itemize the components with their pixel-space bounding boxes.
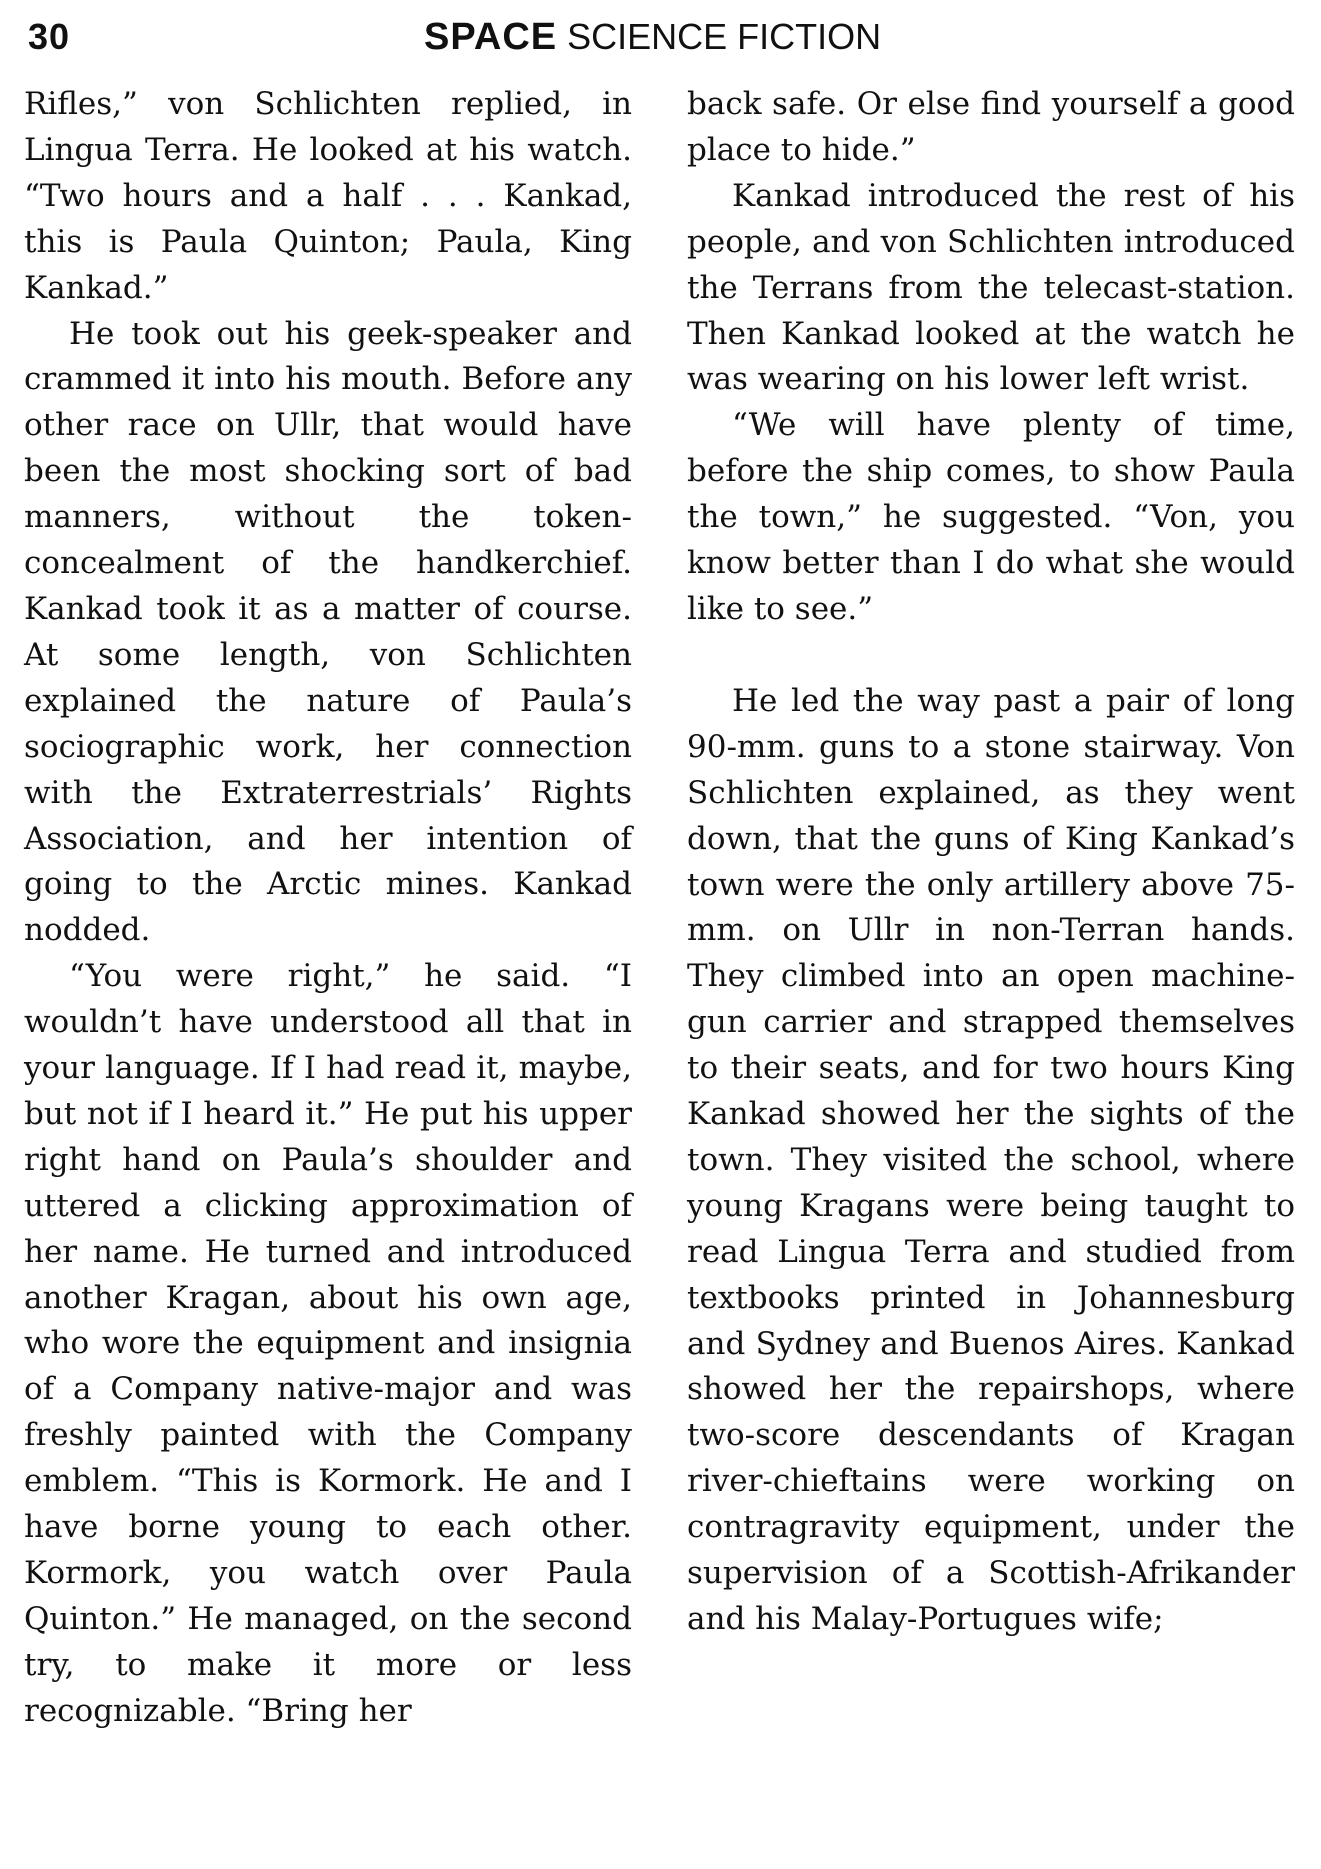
paragraph: Rifles,” von Schlichten replied, in Lingua Terra. He looked at his watch. “Two hours and a half . . . Kankad, this is Paula Quinton; Paula, King Kankad.” <box>24 86 632 306</box>
paragraph: He took out his geek-speaker and crammed it into his mouth. Before any other race on Ullr, that would have been the most shocking sort of bad manners, without the token-concealment of the handkerchief. Kankad took it as a matter of course. At some length, von Schlichten explained the nature of Paula’s sociographic work, her connection with the Extraterrestrials’ Rights Association, and her intention of going to the Arctic mines. Kankad nodded. <box>24 315 632 949</box>
page-number: 30 <box>28 16 71 57</box>
magazine-section: SCIENCE FICTION <box>567 16 882 57</box>
paragraph: back safe. Or else find yourself a good place to hide.” <box>687 86 1295 168</box>
paragraph: Kankad introduced the rest of his people, and von Schlichten introduced the Terrans from the telecast-station. Then Kankad looked at the watch he was wearing on his lower left wrist. <box>687 177 1295 398</box>
paragraph: He led the way past a pair of long 90-mm. guns to a stone stairway. Von Schlichten explained, as they went down, that the guns of King Kankad’s town were the only artillery above 75-mm. on Ullr in non-Terran hands. They climbed into an open machine-gun carrier and strapped themselves to their seats, and for two hours King Kankad showed her the sights of the town. They visited the school, where young Kragans were being taught to read Lingua Terra and studied from textbooks printed in Johannesburg and Sydney and Buenos Aires. Kankad showed her the repairshops, where two-score descendants of Kragan river-chieftains were working on contragravity equipment, under the supervision of a Scottish-Afrikander and his Malay-Portugues wife; <box>687 682 1295 1637</box>
right-column <box>687 82 1295 1643</box>
section-break <box>687 633 1295 679</box>
paragraph: “You were right,” he said. “I wouldn’t have understood all that in your language. If I had read it, maybe, but not if I heard it.” He put his upper right hand on Paula’s shoulder and uttered a clicking approximation of her name. He turned and introduced another Kragan, about his own age, who wore the equipment and insignia of a Company native-major and was freshly painted with the Company emblem. “This is Kormork. He and I have borne young to each other. Kormork, you watch over Paula Quinton.” He managed, on the second try, to make it more or less recognizable. “Bring her <box>24 958 632 1729</box>
magazine-name: SPACE <box>424 16 558 58</box>
left-column <box>24 82 632 1735</box>
paragraph: “We will have plenty of time, before the ship comes, to show Paula the town,” he suggested. “Von, you know better than I do what she would like to see.” <box>687 407 1295 627</box>
page-header <box>24 8 1304 68</box>
running-title <box>424 16 881 59</box>
